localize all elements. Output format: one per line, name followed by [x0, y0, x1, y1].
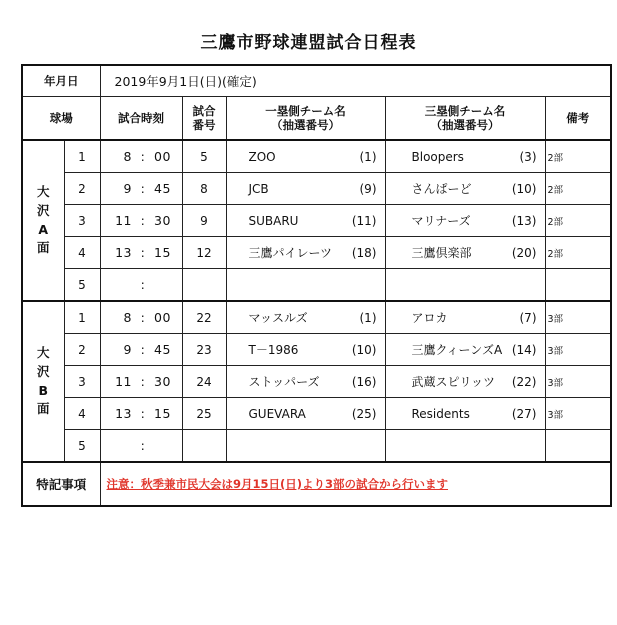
header-remarks: 備考: [545, 97, 611, 141]
game-time-minute: 30: [154, 374, 171, 389]
first-base-draw-number: (9): [359, 181, 377, 196]
first-base-team-name: T－1986: [248, 343, 299, 357]
header-time: 試合時刻: [100, 97, 182, 141]
game-time-value: [106, 438, 176, 453]
first-base-team: [226, 301, 385, 334]
game-time: [100, 334, 182, 366]
game-row: [22, 173, 611, 205]
third-base-team: [385, 140, 545, 173]
header-first-base-line2: （抽選番号）: [271, 118, 340, 132]
game-time: [100, 301, 182, 334]
first-base-team-name: SUBARU: [248, 213, 299, 228]
field-name-char: 面: [36, 401, 50, 417]
game-time-value: [106, 374, 176, 389]
field-name: [22, 140, 64, 301]
third-base-draw-number: (3): [519, 149, 537, 164]
game-number: 25: [182, 398, 226, 430]
third-base-team: [385, 430, 545, 463]
third-base-team: [385, 205, 545, 237]
notes-label: 特記事項: [22, 462, 100, 506]
game-time-colon: :: [140, 374, 146, 389]
third-base-draw-number: (22): [511, 374, 537, 389]
first-base-team-name: ZOO: [248, 149, 276, 164]
field-name-char: A: [38, 221, 49, 237]
header-third-base: [385, 97, 545, 141]
game-time-colon: :: [140, 213, 146, 228]
first-base-team: [226, 140, 385, 173]
third-base-draw-number: (13): [511, 213, 537, 228]
header-first-base-line1: 一塁側チーム名: [265, 103, 346, 118]
header-game-no-line2: 番号: [192, 118, 216, 132]
third-base-team: [385, 173, 545, 205]
game-time: [100, 366, 182, 398]
slot-number: 1: [64, 301, 100, 334]
game-time-value: [106, 213, 176, 228]
first-base-team-name: GUEVARA: [248, 406, 306, 421]
header-first-base: [226, 97, 385, 141]
header-row: [22, 97, 611, 141]
game-number: 24: [182, 366, 226, 398]
field-name-char: 沢: [36, 363, 50, 379]
first-base-team: [226, 366, 385, 398]
third-base-team-name: 三鷹倶楽部: [411, 246, 472, 260]
first-base-draw-number: (16): [351, 374, 377, 389]
game-time-hour: 13: [115, 245, 132, 260]
game-time: [100, 173, 182, 205]
game-time: [100, 269, 182, 302]
remarks: [545, 430, 611, 463]
header-third-base-line2: （抽選番号）: [430, 118, 500, 132]
third-base-team-name: マリナーズ: [411, 214, 471, 228]
slot-number: 4: [64, 237, 100, 269]
game-time-hour: 13: [115, 406, 132, 421]
game-time-value: [106, 342, 176, 357]
first-base-draw-number: (11): [351, 213, 377, 228]
first-base-draw-number: (1): [359, 310, 377, 325]
third-base-team: [385, 366, 545, 398]
game-number: 22: [182, 301, 226, 334]
game-time-minute: 15: [154, 406, 171, 421]
field-name-char: B: [38, 382, 49, 398]
field-name-char: 面: [36, 240, 50, 256]
first-base-draw-number: (10): [351, 342, 377, 357]
third-base-team: [385, 237, 545, 269]
game-time: [100, 205, 182, 237]
game-time-minute: 15: [154, 245, 171, 260]
game-number: [182, 269, 226, 302]
remarks: 2部: [545, 205, 611, 237]
game-time: [100, 398, 182, 430]
game-row: [22, 269, 611, 302]
game-row: [22, 398, 611, 430]
game-time-hour: 11: [115, 374, 132, 389]
first-base-draw-number: (18): [351, 245, 377, 260]
game-time-minute: 30: [154, 213, 171, 228]
first-base-team-name: JCB: [248, 181, 269, 196]
first-base-draw-number: (25): [351, 406, 377, 421]
first-base-team: [226, 173, 385, 205]
third-base-team-name: Bloopers: [411, 149, 464, 164]
third-base-team-name: さんぱーど: [411, 182, 472, 196]
third-base-draw-number: (10): [511, 181, 537, 196]
field-name-char: 大: [36, 345, 50, 360]
game-row: [22, 301, 611, 334]
third-base-team-name: Residents: [411, 406, 470, 421]
header-third-base-line1: 三塁側チーム名: [424, 103, 506, 118]
game-time-minute: 00: [154, 310, 171, 325]
game-time-colon: :: [140, 181, 146, 196]
game-number: 8: [182, 173, 226, 205]
game-time-colon: :: [140, 438, 146, 453]
game-time-hour: 9: [123, 181, 132, 196]
game-number: 23: [182, 334, 226, 366]
game-time-minute: 45: [154, 342, 171, 357]
first-base-team: [226, 237, 385, 269]
header-game-no-line1: 試合: [192, 103, 216, 118]
header-field: 球場: [22, 97, 100, 141]
slot-number: 2: [64, 173, 100, 205]
game-time-value: [106, 245, 176, 260]
game-time-colon: :: [140, 342, 146, 357]
first-base-team: [226, 398, 385, 430]
game-time-value: [106, 277, 176, 292]
third-base-team: [385, 269, 545, 302]
slot-number: 5: [64, 430, 100, 463]
remarks: 3部: [545, 366, 611, 398]
date-label: 年月日: [22, 65, 100, 97]
game-time-hour: 8: [123, 310, 132, 325]
third-base-team: [385, 301, 545, 334]
field-name: [22, 301, 64, 462]
third-base-team-name: アロカ: [411, 311, 448, 325]
game-time: [100, 140, 182, 173]
first-base-team-name: マッスルズ: [248, 311, 308, 325]
third-base-draw-number: (14): [511, 342, 537, 357]
schedule-table: [21, 64, 612, 507]
game-time-value: [106, 149, 176, 164]
notes-row: [22, 462, 611, 506]
slot-number: 3: [64, 205, 100, 237]
first-base-draw-number: (1): [359, 149, 377, 164]
page-title: 三鷹市野球連盟試合日程表: [200, 33, 417, 53]
first-base-team-name: 三鷹パイレーツ: [248, 246, 333, 260]
remarks: 2部: [545, 173, 611, 205]
game-time-hour: 8: [123, 149, 132, 164]
third-base-team: [385, 334, 545, 366]
third-base-team-name: 三鷹クィーンズA: [411, 343, 503, 357]
field-name-char: 大: [36, 184, 50, 199]
first-base-team: [226, 334, 385, 366]
game-time-hour: 11: [115, 213, 132, 228]
field-name-char: 沢: [36, 202, 50, 218]
game-number: [182, 430, 226, 463]
date-row: [22, 65, 611, 97]
third-base-draw-number: (27): [511, 406, 537, 421]
slot-number: 3: [64, 366, 100, 398]
game-row: [22, 237, 611, 269]
game-row: [22, 140, 611, 173]
first-base-team: [226, 205, 385, 237]
game-number: 5: [182, 140, 226, 173]
game-time-colon: :: [140, 245, 146, 260]
remarks: [545, 269, 611, 302]
remarks: 2部: [545, 140, 611, 173]
slot-number: 1: [64, 140, 100, 173]
date-value: 2019年9月1日(日)(確定): [100, 65, 611, 97]
third-base-draw-number: (7): [519, 310, 537, 325]
remarks: 3部: [545, 301, 611, 334]
remarks: 2部: [545, 237, 611, 269]
game-time-hour: 9: [123, 342, 132, 357]
game-row: [22, 366, 611, 398]
game-row: [22, 205, 611, 237]
third-base-team: [385, 398, 545, 430]
game-time-colon: :: [140, 406, 146, 421]
first-base-team: [226, 430, 385, 463]
notes-text: 注意：秋季兼市民大会は9月15日(日)より3部の試合から行います: [100, 462, 611, 506]
remarks: 3部: [545, 398, 611, 430]
game-time-colon: :: [140, 310, 146, 325]
game-time: [100, 430, 182, 463]
slot-number: 5: [64, 269, 100, 302]
remarks: 3部: [545, 334, 611, 366]
first-base-team-name: ストッパーズ: [248, 375, 320, 389]
third-base-draw-number: (20): [511, 245, 537, 260]
game-time-value: [106, 406, 176, 421]
first-base-team: [226, 269, 385, 302]
third-base-team-name: 武蔵スピリッツ: [411, 375, 496, 389]
game-time-value: [106, 310, 176, 325]
header-game-no: [182, 97, 226, 141]
game-time-minute: 45: [154, 181, 171, 196]
game-row: [22, 334, 611, 366]
game-number: 9: [182, 205, 226, 237]
game-time-minute: 00: [154, 149, 171, 164]
slot-number: 4: [64, 398, 100, 430]
game-number: 12: [182, 237, 226, 269]
game-time: [100, 237, 182, 269]
game-row: [22, 430, 611, 463]
game-time-value: [106, 181, 176, 196]
game-time-colon: :: [140, 149, 146, 164]
slot-number: 2: [64, 334, 100, 366]
game-time-colon: :: [140, 277, 146, 292]
